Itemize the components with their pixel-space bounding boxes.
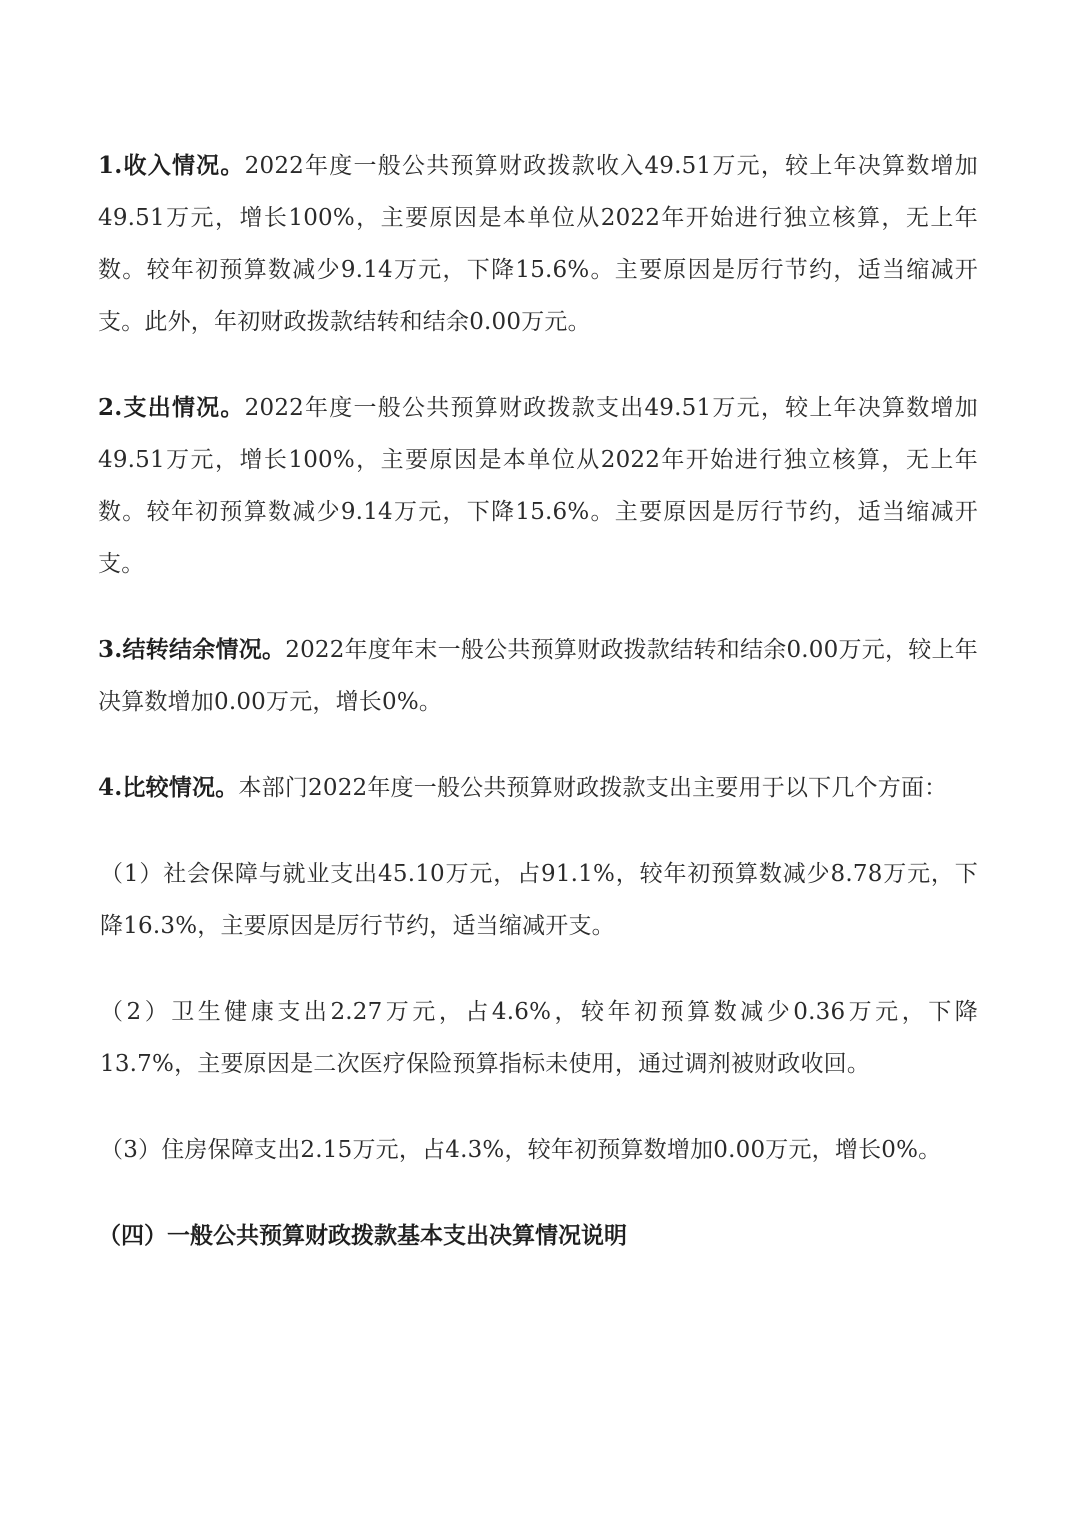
item-health: （2）卫生健康支出2.27万元，占4.6%，较年初预算数减少0.36万元，下降13.7%，主要原因是二次医疗保险预算指标未使用，通过调剂被财政收回。: [100, 999, 978, 1077]
carryover-text: 2022年度年末一般公共预算财政拨款结转和结余0.00万元，较上年决算数增加0.00万元，增长0%。: [98, 637, 978, 715]
comparison-heading: 4.比较情况。: [98, 774, 239, 801]
expenditure-text: 2022年度一般公共预算财政拨款支出49.51万元，较上年决算数增加49.51万元，增长100%，主要原因是本单位从2022年开始进行独立核算，无上年数。较年初预算数减少9.14万元，下降15.6%。主要原因是厉行节约，适当缩减开支。: [98, 395, 978, 577]
carryover-heading: 3.结转结余情况。: [98, 636, 286, 663]
expenditure-heading: 2.支出情况。: [98, 394, 245, 421]
item-housing: （3）住房保障支出2.15万元，占4.3%，较年初预算数增加0.00万元，增长0%。: [100, 1137, 942, 1163]
section-heading: （四）一般公共预算财政拨款基本支出决算情况说明: [98, 1222, 627, 1249]
comparison-text: 本部门2022年度一般公共预算财政拨款支出主要用于以下几个方面：: [238, 775, 948, 801]
paragraph-comparison: [98, 762, 978, 814]
paragraph-carryover: [98, 624, 978, 728]
income-text: 2022年度一般公共预算财政拨款收入49.51万元，较上年决算数增加49.51万元，增长100%，主要原因是本单位从2022年开始进行独立核算，无上年数。较年初预算数减少9.14万元，下降15.6%。主要原因是厉行节约，适当缩减开支。此外，年初财政拨款结转和结余0.00万元。: [98, 153, 978, 335]
document-page: [98, 140, 978, 1262]
paragraph-expenditure: [98, 382, 978, 590]
paragraph-income: [98, 140, 978, 348]
item-social-security: （1）社会保障与就业支出45.10万元，占91.1%，较年初预算数减少8.78万元，下降16.3%，主要原因是厉行节约，适当缩减开支。: [100, 861, 978, 939]
income-heading: 1.收入情况。: [98, 152, 245, 179]
